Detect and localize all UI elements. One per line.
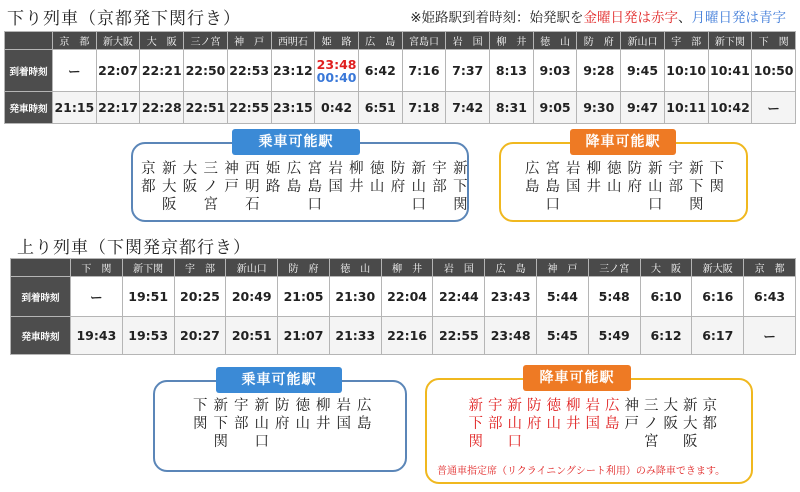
station-header: 大 阪 (140, 32, 184, 50)
station-name: 新 下 関 (689, 161, 704, 213)
departure-label: 発車時刻 (11, 317, 71, 355)
station-header: 神 戸 (227, 32, 271, 50)
station-header: 三ノ宮 (184, 32, 228, 50)
departure-time: 6:51 (358, 92, 402, 124)
station-header: 宇 部 (174, 259, 226, 277)
departure-time: 23:15 (271, 92, 315, 124)
arrival-time: 5:48 (588, 277, 640, 317)
up-title: 上り列車（下関発京都行き） (17, 238, 251, 258)
station-name: 防 府 (390, 161, 406, 195)
station-name: 姫 路 (265, 161, 281, 195)
departure-time: 21:15 (53, 92, 97, 124)
departure-time: 19:43 (71, 317, 123, 355)
station-header: 防 府 (278, 259, 330, 277)
arrival-label: 到着時刻 (11, 277, 71, 317)
arrival-time: 23:12 (271, 50, 315, 92)
station-name: 柳 井 (566, 398, 581, 432)
arrival-time: ー (53, 50, 97, 92)
station-name: 新 山 口 (254, 398, 269, 450)
station-name: 岩 国 (585, 398, 600, 432)
arrival-time-himeji (315, 50, 359, 92)
arrival-time: 9:03 (533, 50, 577, 92)
arrival-time: 6:16 (692, 277, 744, 317)
station-name: 柳 井 (316, 398, 331, 432)
up-alight-label: 降車可能駅 (523, 365, 631, 391)
arrival-time: 10:10 (664, 50, 708, 92)
arrival-time: 10:50 (752, 50, 796, 92)
station-header: 大 阪 (640, 259, 692, 277)
note-mid: 、 (678, 10, 692, 26)
station-name: 岩 国 (336, 398, 351, 432)
station-name: 徳 山 (607, 161, 622, 195)
station-name: 徳 山 (546, 398, 561, 432)
station-name: 新 山 口 (507, 398, 522, 450)
station-header: 宇 部 (664, 32, 708, 50)
down-timetable (4, 31, 796, 124)
station-header: 柳 井 (490, 32, 534, 50)
station-name: 神 戸 (224, 161, 239, 195)
arrival-time: 22:44 (433, 277, 485, 317)
station-header: 下 関 (71, 259, 123, 277)
station-header: 新下関 (708, 32, 752, 50)
station-header: 新山口 (226, 259, 278, 277)
up-board-label: 乗車可能駅 (216, 367, 342, 393)
arrival-time: 21:30 (329, 277, 381, 317)
station-header: 神 戸 (537, 259, 589, 277)
down-alight-stations (522, 160, 727, 214)
arrival-time: 5:44 (537, 277, 589, 317)
departure-time: 7:42 (446, 92, 490, 124)
station-name: 広 島 (525, 161, 540, 195)
arrival-time: 6:42 (358, 50, 402, 92)
station-name: 広 島 (605, 398, 620, 432)
departure-time: 22:16 (381, 317, 433, 355)
arrival-time: 22:07 (96, 50, 140, 92)
down-title: 下り列車（京都発下関行き） (7, 9, 241, 29)
station-header: 広 島 (485, 259, 537, 277)
station-header: 下 関 (752, 32, 796, 50)
station-name: 柳 井 (586, 161, 601, 195)
station-name: 三 ノ 宮 (203, 161, 219, 213)
up-board-stations (190, 397, 375, 451)
arrival-time: 21:05 (278, 277, 330, 317)
station-name: 徳 山 (369, 161, 385, 195)
station-header: 広 島 (358, 32, 402, 50)
down-alight-label: 降車可能駅 (570, 129, 676, 155)
departure-time: 9:47 (621, 92, 665, 124)
departure-time: 10:11 (664, 92, 708, 124)
note-prefix: ※姫路駅到着時刻：始発駅を (410, 10, 584, 26)
arrival-label: 到着時刻 (5, 50, 53, 92)
departure-time: 23:48 (485, 317, 537, 355)
arrival-time: 9:45 (621, 50, 665, 92)
station-name: 新 大 阪 (161, 161, 177, 213)
station-name: 岩 国 (328, 161, 343, 195)
himeji-note (410, 6, 786, 26)
station-name: 防 府 (275, 398, 290, 432)
header-corner (5, 32, 53, 50)
departure-time: 6:17 (692, 317, 744, 355)
up-timetable (10, 258, 796, 355)
arrival-time: 7:16 (402, 50, 446, 92)
down-board-label: 乗車可能駅 (232, 129, 360, 155)
station-header: 新山口 (621, 32, 665, 50)
arrival-time: 23:43 (485, 277, 537, 317)
station-header: 宮島口 (402, 32, 446, 50)
departure-time: 22:17 (96, 92, 140, 124)
arrival-time: 22:21 (140, 50, 184, 92)
arrival-time: 10:41 (708, 50, 752, 92)
station-name: 神 戸 (624, 398, 639, 432)
station-name: 宇 部 (432, 161, 447, 195)
station-name: 下 関 (193, 398, 208, 432)
station-name: 下 関 (709, 161, 724, 195)
arrival-time: 8:13 (490, 50, 534, 92)
station-name: 宇 部 (668, 161, 683, 195)
departure-time: 10:42 (708, 92, 752, 124)
note-blue: 月曜日発は青字 (691, 10, 786, 26)
arrival-time: 6:10 (640, 277, 692, 317)
departure-time: 19:53 (122, 317, 174, 355)
departure-time: 6:12 (640, 317, 692, 355)
departure-time: 21:07 (278, 317, 330, 355)
up-alight-note: 普通車指定席（リクライニングシート利用）のみ降車できます。 (437, 466, 726, 477)
station-name: 新 下 関 (453, 161, 468, 213)
departure-time: 7:18 (402, 92, 446, 124)
departure-time: 9:30 (577, 92, 621, 124)
station-name: 新 大 阪 (683, 398, 698, 450)
up-alight-stations (466, 397, 720, 451)
station-name: 新 下 関 (213, 398, 228, 450)
departure-label: 発車時刻 (5, 92, 53, 124)
arrival-time-monday: 00:40 (316, 69, 357, 85)
departure-time: 5:45 (537, 317, 589, 355)
arrival-time: 7:37 (446, 50, 490, 92)
departure-time: 22:28 (140, 92, 184, 124)
note-red: 金曜日発は赤字 (583, 10, 678, 26)
station-name: 大 阪 (663, 398, 678, 432)
station-name: 宮 島 口 (307, 161, 323, 213)
station-name: 三 ノ 宮 (644, 398, 659, 450)
station-header: 岩 国 (446, 32, 490, 50)
departure-time: 22:51 (184, 92, 228, 124)
arrival-time: 22:53 (227, 50, 271, 92)
departure-time: 9:05 (533, 92, 577, 124)
station-name: 宇 部 (488, 398, 503, 432)
station-name: 広 島 (286, 161, 302, 195)
arrival-time: 6:43 (744, 277, 796, 317)
arrival-time-friday: 23:48 (316, 56, 357, 72)
station-header: 新下関 (122, 259, 174, 277)
station-name: 防 府 (627, 161, 642, 195)
station-name: 京 都 (141, 161, 156, 195)
station-name: 新 下 関 (468, 398, 483, 450)
station-header: 岩 国 (433, 259, 485, 277)
departure-time: 20:51 (226, 317, 278, 355)
arrival-time: 20:49 (226, 277, 278, 317)
down-board-stations (138, 160, 471, 214)
station-name: 柳 井 (349, 161, 364, 195)
arrival-time: 9:28 (577, 50, 621, 92)
departure-time: ー (744, 317, 796, 355)
station-name: 西 明 石 (245, 161, 260, 213)
station-header: 新大阪 (96, 32, 140, 50)
departure-time: 22:55 (433, 317, 485, 355)
station-header: 西明石 (271, 32, 315, 50)
departure-time: 0:42 (315, 92, 359, 124)
departure-time: 8:31 (490, 92, 534, 124)
station-name: 岩 国 (566, 161, 581, 195)
station-header: 防 府 (577, 32, 621, 50)
station-header: 徳 山 (329, 259, 381, 277)
departure-time: ー (752, 92, 796, 124)
station-header: 三ノ宮 (588, 259, 640, 277)
station-name: 大 阪 (182, 161, 198, 195)
departure-time: 5:49 (588, 317, 640, 355)
departure-time: 22:55 (227, 92, 271, 124)
station-name: 宇 部 (234, 398, 249, 432)
station-header: 京 都 (53, 32, 97, 50)
arrival-time: 19:51 (122, 277, 174, 317)
station-name: 新 山 口 (648, 161, 663, 213)
arrival-time: 20:25 (174, 277, 226, 317)
arrival-time: ー (71, 277, 123, 317)
arrival-time: 22:04 (381, 277, 433, 317)
station-header: 姫 路 (315, 32, 359, 50)
departure-time: 20:27 (174, 317, 226, 355)
header-corner (11, 259, 71, 277)
station-name: 京 都 (702, 398, 717, 432)
station-name: 新 山 口 (411, 161, 426, 213)
station-name: 宮 島 口 (545, 161, 560, 213)
departure-time: 21:33 (329, 317, 381, 355)
station-name: 徳 山 (295, 398, 310, 432)
arrival-time: 22:50 (184, 50, 228, 92)
station-header: 柳 井 (381, 259, 433, 277)
station-header: 徳 山 (533, 32, 577, 50)
station-header: 京 都 (744, 259, 796, 277)
station-header: 新大阪 (692, 259, 744, 277)
station-name: 広 島 (357, 398, 372, 432)
station-name: 防 府 (527, 398, 542, 432)
